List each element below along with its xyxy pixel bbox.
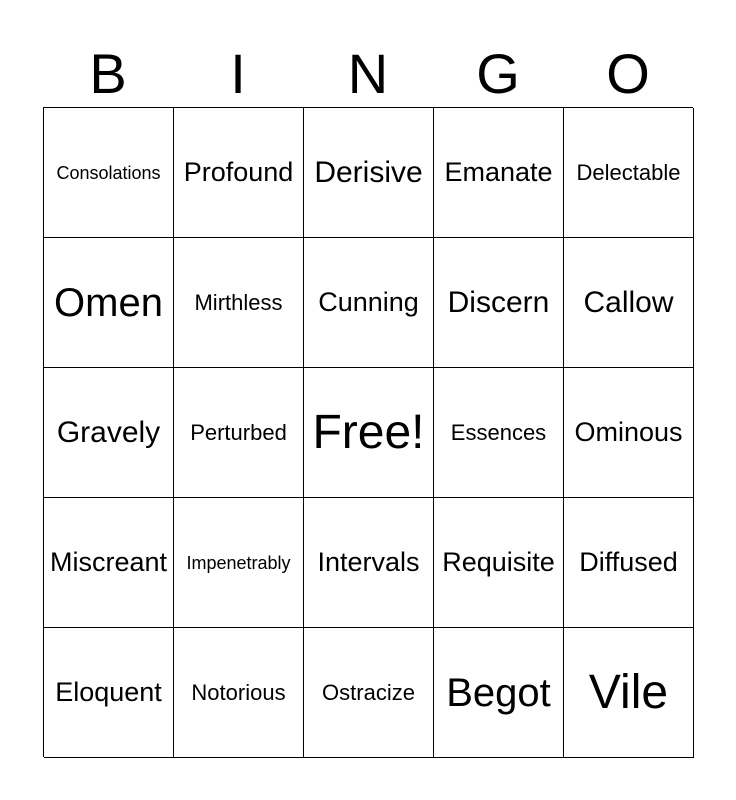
bingo-cell-r2c5 bbox=[564, 238, 694, 368]
cell-word: Impenetrably bbox=[186, 552, 291, 573]
header-letter-i: I bbox=[230, 42, 246, 105]
bingo-cell-r5c2 bbox=[174, 628, 304, 758]
bingo-cell-r5c1 bbox=[44, 628, 174, 758]
cell-word: Essences bbox=[450, 419, 547, 445]
bingo-cell-r4c3 bbox=[304, 498, 434, 628]
bingo-cell-r4c2 bbox=[174, 498, 304, 628]
bingo-cell-r3c1 bbox=[44, 368, 174, 498]
header-letter-n: N bbox=[347, 42, 389, 105]
bingo-cell-r3c5 bbox=[564, 368, 694, 498]
bingo-cell-r2c2 bbox=[174, 238, 304, 368]
cell-word: Discern bbox=[447, 285, 550, 319]
cell-word: Requisite bbox=[442, 547, 555, 577]
cell-word: Omen bbox=[54, 280, 163, 325]
header-letter-o: O bbox=[606, 42, 650, 105]
bingo-cell-r1c1 bbox=[44, 108, 174, 238]
cell-word: Intervals bbox=[317, 547, 420, 577]
bingo-cell-r1c2 bbox=[174, 108, 304, 238]
bingo-board bbox=[43, 107, 693, 757]
cell-word: Cunning bbox=[318, 287, 419, 317]
cell-word: Ostracize bbox=[322, 679, 415, 705]
bingo-cell-r5c5 bbox=[564, 628, 694, 758]
cell-word: Vile bbox=[588, 665, 669, 719]
bingo-cell-r4c1 bbox=[44, 498, 174, 628]
bingo-cell-r2c4 bbox=[434, 238, 564, 368]
cell-word: Perturbed bbox=[190, 419, 287, 445]
bingo-cell-r4c4 bbox=[434, 498, 564, 628]
cell-word: Ominous bbox=[574, 417, 683, 447]
bingo-cell-r2c1 bbox=[44, 238, 174, 368]
free-space-label: Free! bbox=[312, 405, 425, 459]
bingo-header bbox=[43, 42, 693, 106]
bingo-cell-r5c4 bbox=[434, 628, 564, 758]
bingo-cell-r1c4 bbox=[434, 108, 564, 238]
bingo-cell-r4c5 bbox=[564, 498, 694, 628]
header-letter-g: G bbox=[476, 42, 520, 105]
cell-word: Callow bbox=[583, 285, 674, 319]
bingo-cell-r2c3 bbox=[304, 238, 434, 368]
cell-word: Diffused bbox=[579, 547, 678, 577]
cell-word: Begot bbox=[446, 670, 551, 715]
cell-word: Derisive bbox=[314, 155, 423, 189]
bingo-cell-r5c3 bbox=[304, 628, 434, 758]
bingo-cell-r3c2 bbox=[174, 368, 304, 498]
cell-word: Profound bbox=[183, 157, 294, 187]
cell-word: Gravely bbox=[56, 415, 161, 449]
cell-word: Delectable bbox=[576, 159, 681, 185]
bingo-cell-r3c4 bbox=[434, 368, 564, 498]
bingo-cell-r1c3 bbox=[304, 108, 434, 238]
cell-word: Mirthless bbox=[194, 289, 283, 315]
header-letter-b: B bbox=[89, 42, 127, 105]
cell-word: Notorious bbox=[191, 679, 286, 705]
cell-word: Miscreant bbox=[49, 547, 168, 577]
cell-word: Consolations bbox=[56, 162, 161, 183]
cell-word: Eloquent bbox=[55, 677, 162, 707]
free-space-cell bbox=[304, 368, 434, 498]
cell-word: Emanate bbox=[444, 157, 553, 187]
bingo-cell-r1c5 bbox=[564, 108, 694, 238]
